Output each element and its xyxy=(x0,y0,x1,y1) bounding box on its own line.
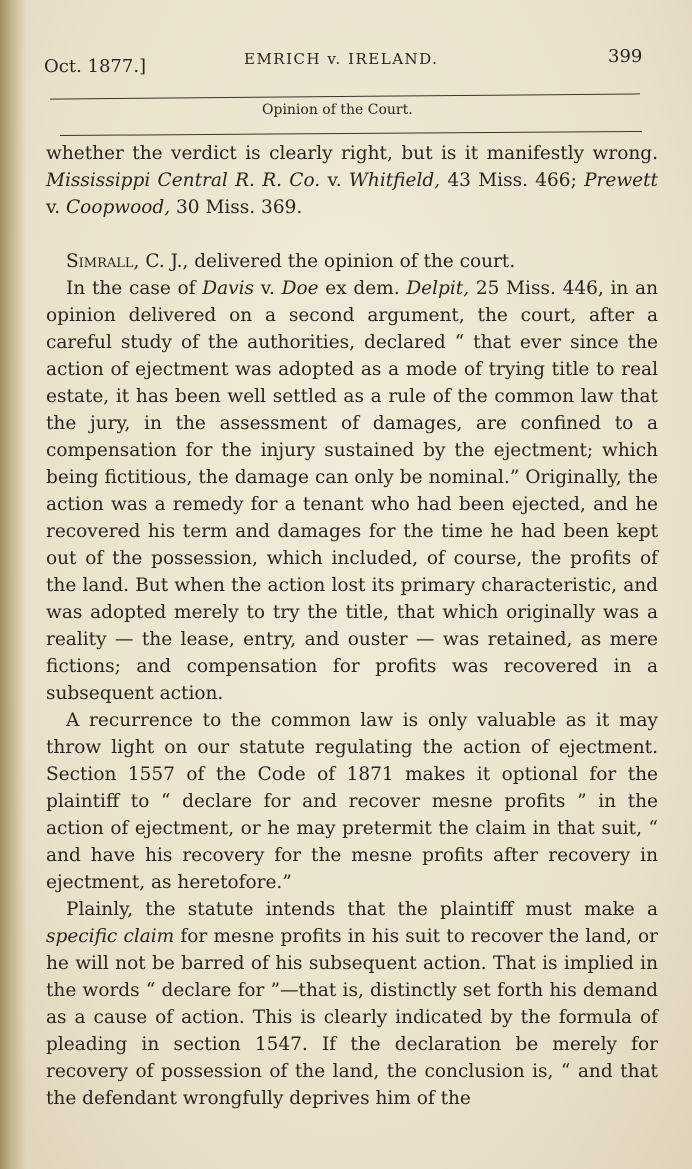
page-number: 399 xyxy=(608,46,643,67)
header-rule-top xyxy=(50,93,640,99)
paragraph-opinion-author: Simrall, C. J., delivered the opinion of the court. xyxy=(66,251,516,272)
paragraph-davis-v-doe: In the case of Davis v. Doe ex dem. Delpit, 25 Miss. 446, in an opinion delivered on a second argument, the court, after a careful study of the authorities, declared “ that ever since the action of ejectment was adopted as a mode of trying title to real estate, it has been well settled as a rule of the common law that the jury, in the assessment of damages, are confined to a compensation for the injury sustained by the ejectment; which being fictitious, the damage can only be nominal.” Originally, the action was a remedy for a tenant who had been ejected, and he recovered his term and damages for the time he had been kept out of the possession, which included, of course, the profits of the land. But when the action lost its primary characteristic, and was adopted merely to try the title, that which originally was a reality — the lease, entry, and ouster — was retained, as mere fictions; and compensation for profits was recovered in a subsequent action. xyxy=(46,278,658,704)
running-head-date: Oct. 1877.] xyxy=(44,56,147,77)
section-subheading: Opinion of the Court. xyxy=(262,102,413,118)
paragraph-specific-claim: Plainly, the statute intends that the plaintiff must make a specific claim for mesne profits in his suit to recover the land, or he will not be barred of his subsequent action. That is implied in the words “ declare for ”—that is, distinctly set forth his demand as a cause of action. This is clearly indicated by the formula of pleading in section 1547. If the declaration be merely for recovery of possession of the land, the conclusion is, “ and that the defendant wrongfully deprives him of the xyxy=(46,899,658,1109)
paragraph-continuation: whether the verdict is clearly right, but is it manifestly wrong. Mississippi Central R. R. Co. v. Whitfield, 43 Miss. 466; Prewett v. Coopwood, 30 Miss. 369. xyxy=(46,143,658,218)
opinion-body xyxy=(46,140,658,1112)
paragraph-common-law: A recurrence to the common law is only valuable as it may throw light on our statute regulating the action of ejectment. Section 1557 of the Code of 1871 makes it optional for the plaintiff to “ declare for and recover mesne profits ” in the action of ejectment, or he may pretermit the claim in that suit, “ and have his recovery for the mesne profits after recovery in ejectment, as heretofore.” xyxy=(46,710,658,893)
page-gutter-shadow xyxy=(0,0,26,1169)
header-rule-bottom xyxy=(60,131,642,136)
running-head-case-title: EMRICH v. IRELAND. xyxy=(244,50,439,68)
justice-name: Simrall, xyxy=(66,251,140,272)
